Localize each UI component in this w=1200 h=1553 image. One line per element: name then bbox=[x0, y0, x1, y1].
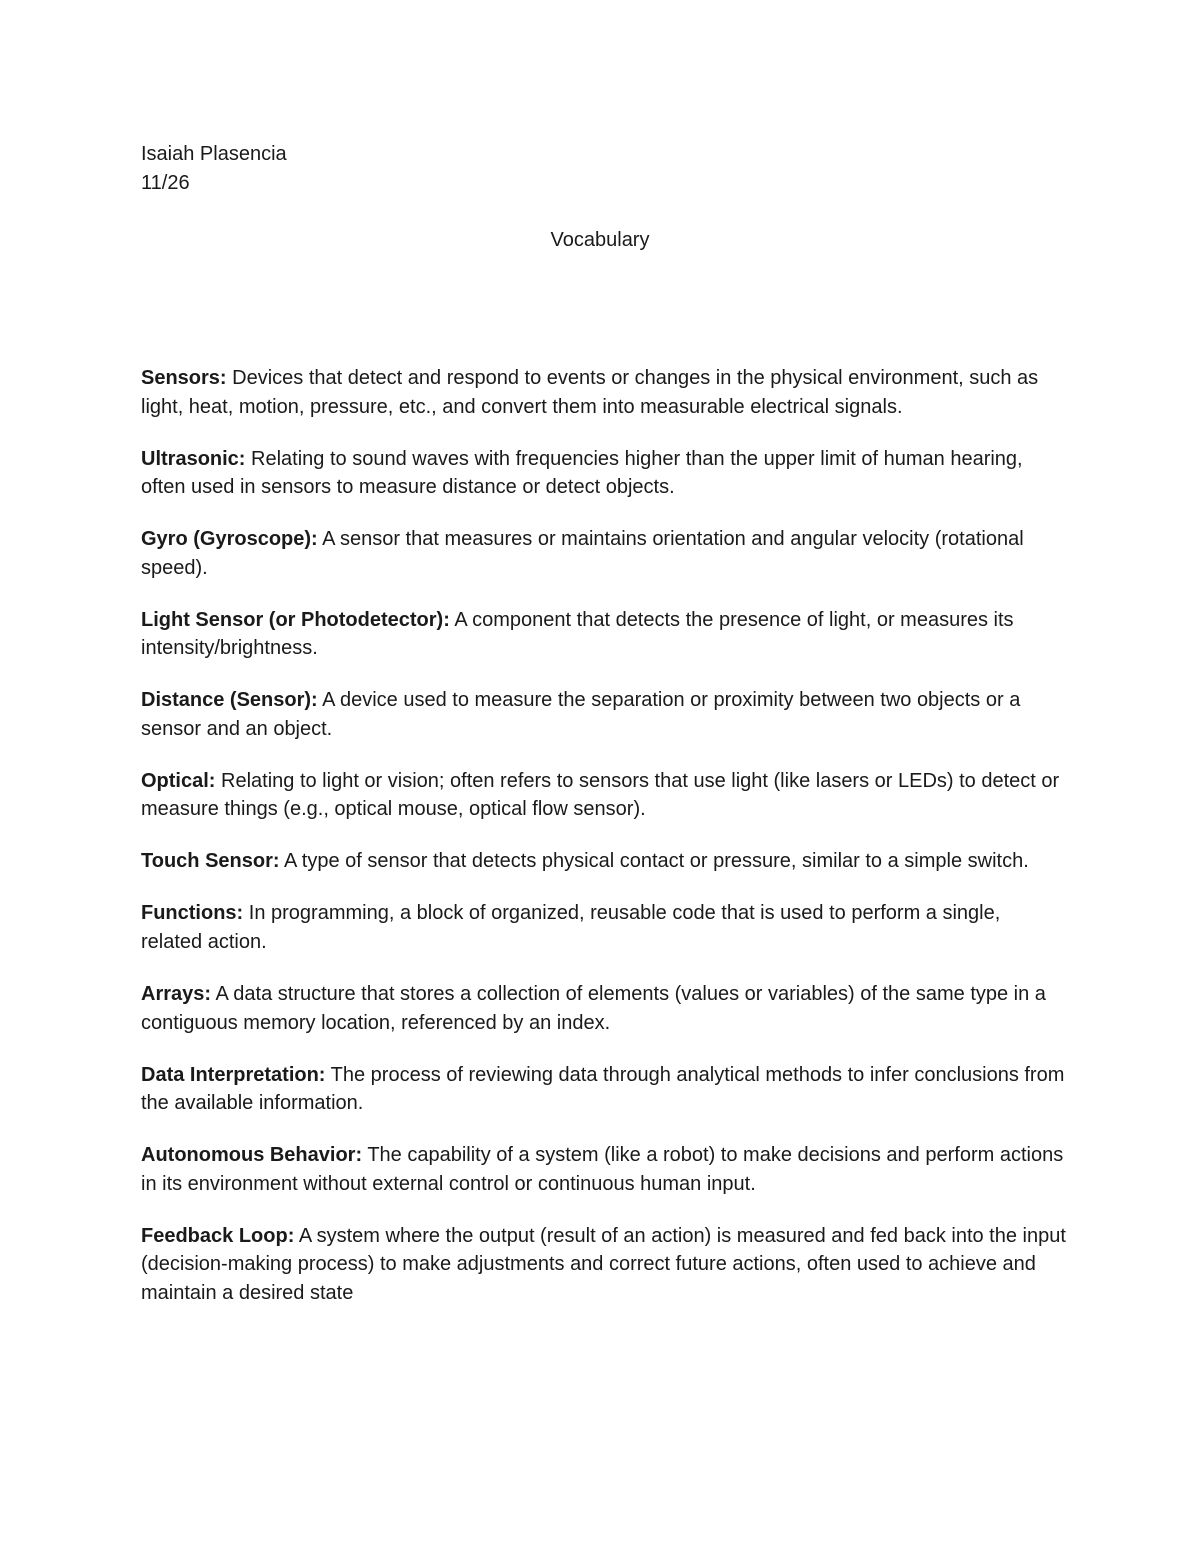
vocabulary-list bbox=[141, 364, 1066, 1331]
vocab-entry-data-interpretation bbox=[141, 1061, 1066, 1118]
document-date: 11/26 bbox=[141, 172, 190, 194]
vocab-term: Functions: bbox=[141, 902, 244, 925]
vocab-definition: A type of sensor that detects physical contact or pressure, similar to a simple switch. bbox=[279, 850, 1029, 873]
vocab-definition: Devices that detect and respond to events or changes in the physical environment, such as light, heat, motion, pressure, etc., and convert them into measurable electrical signals. bbox=[141, 367, 1039, 418]
document-title: Vocabulary bbox=[550, 229, 650, 251]
vocab-entry-optical bbox=[141, 767, 1066, 824]
vocab-term: Ultrasonic: bbox=[141, 447, 246, 470]
vocab-entry-light-sensor bbox=[141, 606, 1066, 663]
vocab-definition: A device used to measure the separation or proximity between two objects or a sensor and an object. bbox=[141, 689, 1021, 740]
vocab-term: Touch Sensor: bbox=[141, 850, 280, 873]
vocab-entry-autonomous-behavior bbox=[141, 1141, 1066, 1198]
vocab-definition: The process of reviewing data through analytical methods to infer conclusions from the available information. bbox=[141, 1063, 1065, 1115]
vocab-entry-functions bbox=[141, 899, 1066, 956]
vocab-entry-gyro bbox=[141, 525, 1066, 582]
vocab-definition: The capability of a system (like a robot) to make decisions and perform actions in its environment without external control or continuous human input. bbox=[141, 1144, 1064, 1195]
vocab-term: Sensors: bbox=[141, 367, 227, 389]
vocab-entry-arrays bbox=[141, 980, 1066, 1037]
vocab-definition: A system where the output (result of an action) is measured and fed back into the input (decision-making process) to make adjustments and correct future actions, often used to achieve and maintain a desired state bbox=[141, 1224, 1066, 1304]
vocab-term: Gyro (Gyroscope): bbox=[141, 528, 318, 551]
vocab-term: Data Interpretation: bbox=[141, 1063, 326, 1086]
vocab-definition: Relating to sound waves with frequencies higher than the upper limit of human hearing, often used in sensors to measure distance or detect objects. bbox=[141, 447, 1023, 499]
vocab-definition: A component that detects the presence of light, or measures its intensity/brightness. bbox=[141, 608, 1014, 660]
document-header bbox=[141, 140, 287, 198]
vocab-entry-touch-sensor bbox=[141, 847, 1066, 876]
vocab-entry-distance-sensor bbox=[141, 686, 1066, 743]
vocab-term: Feedback Loop: bbox=[141, 1224, 295, 1247]
vocab-term: Arrays: bbox=[141, 983, 212, 1006]
vocab-term: Optical: bbox=[141, 769, 216, 792]
vocab-definition: Relating to light or vision; often refers to sensors that use light (like lasers or LEDs) to detect or measure things (e.g., optical mouse, optical flow sensor). bbox=[141, 769, 1060, 821]
vocab-definition: In programming, a block of organized, reusable code that is used to perform a single, related action. bbox=[141, 902, 1001, 954]
vocab-entry-ultrasonic bbox=[141, 445, 1066, 502]
vocab-definition: A sensor that measures or maintains orientation and angular velocity (rotational speed). bbox=[141, 528, 1024, 579]
vocab-definition: A data structure that stores a collection of elements (values or variables) of the same type in a contiguous memory location, referenced by an index. bbox=[141, 983, 1046, 1034]
vocab-entry-sensors bbox=[141, 364, 1066, 421]
author-name: Isaiah Plasencia bbox=[141, 143, 287, 165]
vocab-entry-feedback-loop bbox=[141, 1222, 1066, 1308]
vocab-term: Autonomous Behavior: bbox=[141, 1144, 363, 1167]
vocab-term: Light Sensor (or Photodetector): bbox=[141, 608, 450, 631]
vocab-term: Distance (Sensor): bbox=[141, 689, 318, 712]
